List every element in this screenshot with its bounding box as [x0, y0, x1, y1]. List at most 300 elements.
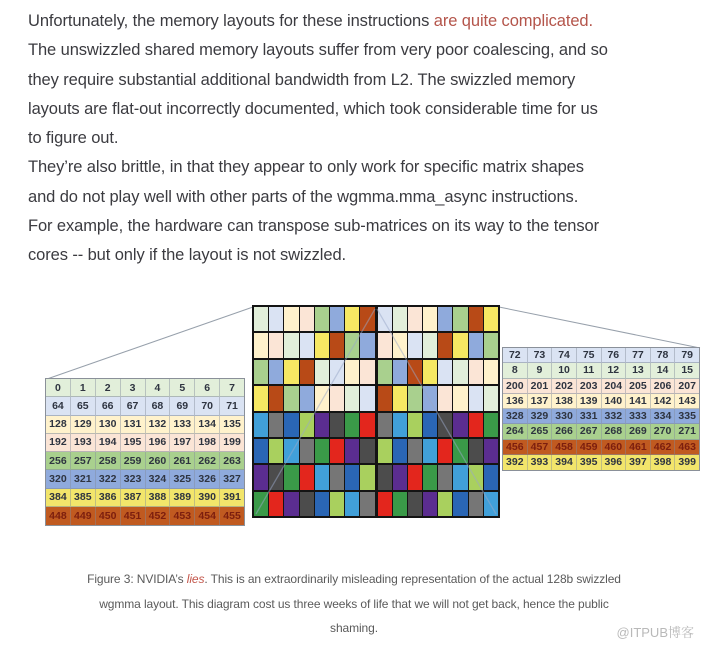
grid-cell [438, 465, 452, 489]
grid-cell [315, 333, 329, 357]
grid-cell [393, 333, 407, 357]
table-cell: 203 [577, 379, 602, 394]
grid-cell [378, 307, 392, 331]
grid-cell [378, 439, 392, 463]
table-cell: 198 [195, 434, 220, 452]
table-row [503, 409, 699, 424]
grid-cell [423, 333, 437, 357]
grid-cell [315, 386, 329, 410]
grid-cell [360, 413, 374, 437]
table-row [46, 470, 244, 488]
table-cell: 456 [503, 440, 528, 455]
grid-cell [408, 492, 422, 516]
grid-cell [269, 360, 283, 384]
table-cell: 71 [220, 397, 244, 415]
grid-cell [315, 465, 329, 489]
body-text-line [28, 7, 700, 36]
grid-cell [484, 333, 498, 357]
grid-cell [345, 333, 359, 357]
grid-cell [300, 360, 314, 384]
caption-link-lies[interactable]: lies [186, 572, 205, 586]
table-cell: 384 [46, 489, 71, 507]
grid-cell [378, 492, 392, 516]
table-cell: 194 [96, 434, 121, 452]
table-cell: 330 [552, 409, 577, 424]
table-cell: 459 [577, 440, 602, 455]
grid-cell [393, 465, 407, 489]
grid-cell [269, 333, 283, 357]
table-cell: 68 [146, 397, 171, 415]
table-cell: 79 [675, 348, 699, 363]
grid-cell [393, 439, 407, 463]
grid-cell [315, 492, 329, 516]
table-cell: 448 [46, 507, 71, 525]
table-cell: 72 [503, 348, 528, 363]
table-cell: 395 [577, 455, 602, 470]
table-row [46, 507, 244, 525]
table-cell: 195 [121, 434, 146, 452]
inline-link[interactable]: are quite complicated. [433, 12, 593, 30]
grid-cell [438, 307, 452, 331]
table-cell: 385 [71, 489, 96, 507]
swizzled-layout-grid [252, 305, 500, 518]
grid-cell [345, 492, 359, 516]
grid-cell [300, 307, 314, 331]
body-text-line [28, 183, 700, 212]
grid-cell [300, 492, 314, 516]
table-cell: 257 [71, 452, 96, 470]
grid-cell [484, 360, 498, 384]
table-cell: 458 [552, 440, 577, 455]
table-cell: 321 [71, 470, 96, 488]
table-cell: 129 [71, 416, 96, 434]
grid-cell [408, 307, 422, 331]
table-cell: 258 [96, 452, 121, 470]
grid-cell [269, 465, 283, 489]
grid-cell [284, 465, 298, 489]
table-cell: 328 [503, 409, 528, 424]
grid-cell [269, 307, 283, 331]
table-cell: 334 [651, 409, 676, 424]
grid-cell [453, 386, 467, 410]
grid-cell [378, 413, 392, 437]
grid-cell [469, 360, 483, 384]
grid-cell [345, 413, 359, 437]
table-cell: 392 [503, 455, 528, 470]
table-cell: 74 [552, 348, 577, 363]
grid-cell [484, 492, 498, 516]
table-cell: 9 [528, 363, 553, 378]
table-cell: 449 [71, 507, 96, 525]
grid-cell [469, 439, 483, 463]
table-cell: 138 [552, 394, 577, 409]
table-cell: 207 [675, 379, 699, 394]
table-cell: 77 [626, 348, 651, 363]
table-row [503, 363, 699, 378]
table-cell: 67 [121, 397, 146, 415]
grid-cell [378, 333, 392, 357]
grid-cell [453, 360, 467, 384]
body-text-segment: The unswizzled shared memory layouts suffer from very poor coalescing, and so [28, 41, 608, 60]
table-cell: 134 [195, 416, 220, 434]
grid-cell [484, 413, 498, 437]
table-row [46, 452, 244, 470]
table-cell: 142 [651, 394, 676, 409]
grid-cell [360, 439, 374, 463]
table-cell: 193 [71, 434, 96, 452]
grid-cell [393, 492, 407, 516]
grid-cell [423, 413, 437, 437]
table-cell: 5 [170, 379, 195, 397]
watermark: @ITPUB博客 [616, 625, 694, 640]
table-cell: 200 [503, 379, 528, 394]
table-cell: 267 [577, 424, 602, 439]
table-cell: 143 [675, 394, 699, 409]
table-cell: 259 [121, 452, 146, 470]
table-cell: 390 [195, 489, 220, 507]
grid-cell [345, 439, 359, 463]
connector-line-right [499, 307, 700, 348]
table-cell: 324 [146, 470, 171, 488]
grid-cell [469, 413, 483, 437]
table-cell: 192 [46, 434, 71, 452]
table-cell: 130 [96, 416, 121, 434]
grid-row [254, 492, 498, 516]
grid-cell [360, 386, 374, 410]
table-cell: 394 [552, 455, 577, 470]
table-cell: 14 [651, 363, 676, 378]
grid-cell [484, 465, 498, 489]
table-cell: 76 [602, 348, 627, 363]
table-cell: 320 [46, 470, 71, 488]
table-cell: 393 [528, 455, 553, 470]
grid-cell [254, 333, 268, 357]
table-cell: 457 [528, 440, 553, 455]
grid-cell [453, 307, 467, 331]
table-cell: 399 [675, 455, 699, 470]
grid-row [254, 413, 498, 437]
table-cell: 332 [602, 409, 627, 424]
table-cell: 329 [528, 409, 553, 424]
body-text-line [28, 124, 700, 153]
grid-cell [330, 386, 344, 410]
caption-text: Figure 3: NVIDIA’s [87, 572, 187, 586]
grid-cell [300, 386, 314, 410]
table-row [46, 434, 244, 452]
table-cell: 2 [96, 379, 121, 397]
table-row [503, 424, 699, 439]
grid-cell [360, 307, 374, 331]
table-cell: 206 [651, 379, 676, 394]
grid-cell [408, 360, 422, 384]
table-cell: 15 [675, 363, 699, 378]
grid-cell [453, 333, 467, 357]
table-cell: 389 [170, 489, 195, 507]
caption-line-1 [0, 567, 708, 592]
grid-cell [438, 386, 452, 410]
table-cell: 454 [195, 507, 220, 525]
grid-cell [484, 386, 498, 410]
table-row [503, 440, 699, 455]
table-cell: 133 [170, 416, 195, 434]
body-text-line [28, 36, 700, 65]
connector-line-left [47, 307, 253, 379]
table-cell: 460 [602, 440, 627, 455]
table-cell: 451 [121, 507, 146, 525]
grid-cell [360, 333, 374, 357]
body-text-segment: Unfortunately, the memory layouts for these instructions [28, 12, 434, 30]
table-cell: 266 [552, 424, 577, 439]
table-cell: 455 [220, 507, 244, 525]
table-cell: 137 [528, 394, 553, 409]
grid-cell [423, 360, 437, 384]
table-cell: 64 [46, 397, 71, 415]
grid-cell [269, 386, 283, 410]
grid-cell [254, 465, 268, 489]
table-cell: 265 [528, 424, 553, 439]
table-cell: 66 [96, 397, 121, 415]
table-cell: 387 [121, 489, 146, 507]
grid-cell [378, 465, 392, 489]
table-cell: 335 [675, 409, 699, 424]
table-cell: 450 [96, 507, 121, 525]
table-cell: 327 [220, 470, 244, 488]
grid-cell [315, 307, 329, 331]
table-row [503, 394, 699, 409]
grid-cell [330, 307, 344, 331]
table-cell: 263 [220, 452, 244, 470]
grid-cell [330, 413, 344, 437]
table-cell: 453 [170, 507, 195, 525]
table-cell: 69 [170, 397, 195, 415]
grid-cell [284, 360, 298, 384]
table-cell: 10 [552, 363, 577, 378]
grid-cell [453, 492, 467, 516]
table-cell: 388 [146, 489, 171, 507]
body-text-segment: layouts are flat-out incorrectly documented, which took considerable time for us [28, 99, 598, 118]
caption-line-3: shaming. [330, 621, 378, 636]
grid-cell [269, 439, 283, 463]
table-cell: 202 [552, 379, 577, 394]
grid-cell [438, 439, 452, 463]
body-text-segment: they require substantial additional bandwidth from L2. The swizzled memory [28, 70, 576, 89]
grid-cell [269, 413, 283, 437]
table-cell: 139 [577, 394, 602, 409]
grid-row [254, 360, 498, 384]
table-cell: 75 [577, 348, 602, 363]
table-cell: 6 [195, 379, 220, 397]
grid-cell [345, 307, 359, 331]
figure-3-diagram [0, 292, 708, 532]
table-row [503, 379, 699, 394]
body-text-segment: cores -- but only if the layout is not swizzled. [28, 246, 347, 265]
table-cell: 78 [651, 348, 676, 363]
table-cell: 11 [577, 363, 602, 378]
table-cell: 463 [675, 440, 699, 455]
grid-cell [484, 307, 498, 331]
table-row [46, 416, 244, 434]
table-cell: 0 [46, 379, 71, 397]
table-cell: 196 [146, 434, 171, 452]
grid-cell [393, 386, 407, 410]
table-row [46, 379, 244, 397]
table-cell: 12 [602, 363, 627, 378]
grid-cell [423, 465, 437, 489]
body-text-segment: and do not play well with other parts of the wgmma.mma_async instructions. [28, 187, 579, 206]
body-text-line [28, 95, 700, 124]
grid-cell [284, 492, 298, 516]
table-cell: 452 [146, 507, 171, 525]
right-address-table [502, 347, 700, 471]
grid-cell [269, 492, 283, 516]
grid-cell [300, 439, 314, 463]
grid-row [254, 307, 498, 331]
table-cell: 141 [626, 394, 651, 409]
table-cell: 462 [651, 440, 676, 455]
grid-row [254, 465, 498, 489]
table-cell: 386 [96, 489, 121, 507]
grid-cell [378, 386, 392, 410]
grid-cell [438, 333, 452, 357]
grid-cell [300, 413, 314, 437]
table-cell: 4 [146, 379, 171, 397]
table-row [503, 455, 699, 470]
grid-cell [438, 492, 452, 516]
table-cell: 140 [602, 394, 627, 409]
grid-cell [453, 465, 467, 489]
table-cell: 3 [121, 379, 146, 397]
grid-cell [254, 439, 268, 463]
grid-cell [315, 413, 329, 437]
table-cell: 322 [96, 470, 121, 488]
table-cell: 270 [651, 424, 676, 439]
grid-cell [345, 360, 359, 384]
grid-row [254, 439, 498, 463]
table-cell: 73 [528, 348, 553, 363]
caption-text: . This is an extraordinarily misleading representation of the actual 128b swizzled [204, 572, 621, 586]
table-cell: 260 [146, 452, 171, 470]
table-cell: 70 [195, 397, 220, 415]
grid-cell [254, 360, 268, 384]
grid-cell [284, 333, 298, 357]
grid-cell [284, 413, 298, 437]
grid-cell [469, 333, 483, 357]
grid-cell [423, 386, 437, 410]
body-text-line [28, 241, 700, 270]
body-text-line [28, 66, 700, 95]
grid-cell [254, 386, 268, 410]
grid-cell [300, 333, 314, 357]
body-text [28, 7, 700, 271]
grid-cell [284, 439, 298, 463]
table-cell: 323 [121, 470, 146, 488]
grid-cell [408, 413, 422, 437]
table-cell: 264 [503, 424, 528, 439]
grid-cell [330, 439, 344, 463]
table-cell: 326 [195, 470, 220, 488]
table-cell: 204 [602, 379, 627, 394]
grid-cell [254, 492, 268, 516]
body-text-segment: to figure out. [28, 129, 119, 148]
table-row [46, 397, 244, 415]
table-cell: 205 [626, 379, 651, 394]
table-cell: 197 [170, 434, 195, 452]
grid-cell [378, 360, 392, 384]
grid-cell [330, 492, 344, 516]
table-cell: 391 [220, 489, 244, 507]
table-cell: 461 [626, 440, 651, 455]
table-cell: 333 [626, 409, 651, 424]
table-cell: 136 [503, 394, 528, 409]
grid-cell [408, 465, 422, 489]
table-cell: 135 [220, 416, 244, 434]
grid-cell [408, 386, 422, 410]
grid-cell [330, 360, 344, 384]
table-cell: 201 [528, 379, 553, 394]
table-cell: 199 [220, 434, 244, 452]
grid-cell [453, 413, 467, 437]
table-row [503, 348, 699, 363]
grid-cell [438, 360, 452, 384]
table-cell: 132 [146, 416, 171, 434]
table-cell: 262 [195, 452, 220, 470]
grid-cell [453, 439, 467, 463]
table-cell: 1 [71, 379, 96, 397]
grid-cell [393, 360, 407, 384]
table-cell: 271 [675, 424, 699, 439]
grid-cell [284, 386, 298, 410]
grid-cell [254, 413, 268, 437]
grid-cell [393, 307, 407, 331]
table-cell: 65 [71, 397, 96, 415]
table-cell: 269 [626, 424, 651, 439]
grid-cell [360, 492, 374, 516]
grid-cell [315, 360, 329, 384]
body-text-line [28, 212, 700, 241]
body-text-segment: For example, the hardware can transpose sub-matrices on its way to the tensor [28, 217, 599, 236]
grid-cell [469, 492, 483, 516]
table-cell: 13 [626, 363, 651, 378]
grid-cell [408, 333, 422, 357]
grid-cell [469, 386, 483, 410]
grid-cell [330, 333, 344, 357]
grid-cell [423, 492, 437, 516]
table-row [46, 489, 244, 507]
grid-cell [360, 465, 374, 489]
grid-cell [469, 465, 483, 489]
body-text-line [28, 153, 700, 182]
grid-cell [484, 439, 498, 463]
grid-cell [438, 413, 452, 437]
table-cell: 268 [602, 424, 627, 439]
grid-cell [284, 307, 298, 331]
grid-cell [423, 307, 437, 331]
table-cell: 261 [170, 452, 195, 470]
table-cell: 396 [602, 455, 627, 470]
grid-row [254, 386, 498, 410]
grid-cell [360, 360, 374, 384]
grid-cell [423, 439, 437, 463]
grid-row [254, 333, 498, 357]
grid-cell [330, 465, 344, 489]
body-text-segment: They’re also brittle, in that they appear to only work for specific matrix shapes [28, 158, 584, 177]
table-cell: 398 [651, 455, 676, 470]
grid-cell [408, 439, 422, 463]
grid-cell [393, 413, 407, 437]
table-cell: 7 [220, 379, 244, 397]
grid-cell [345, 465, 359, 489]
table-cell: 128 [46, 416, 71, 434]
